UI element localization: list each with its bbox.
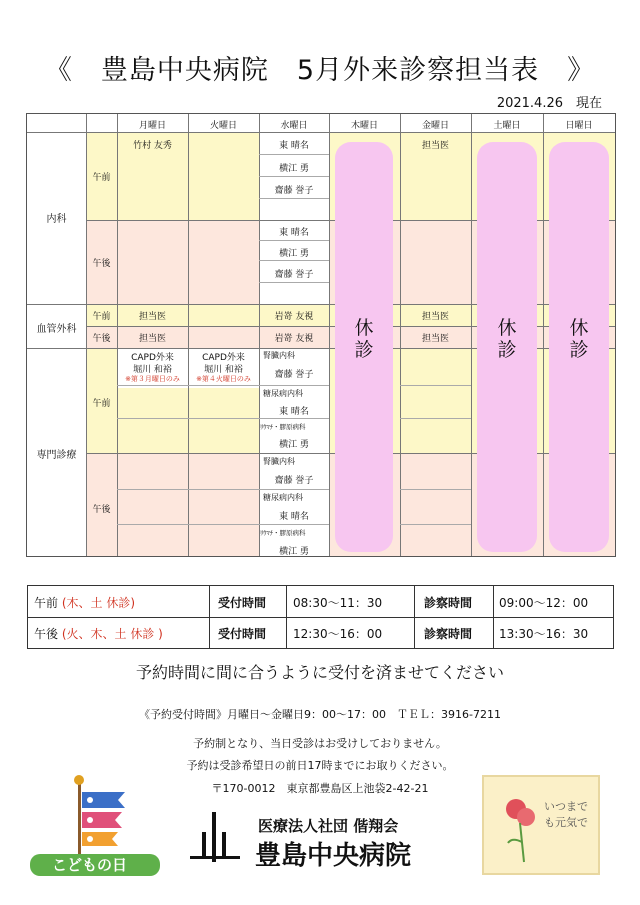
doctor-name: 堀川 和裕 [204, 365, 243, 375]
am-reception-time: 08:30～11：30 [293, 596, 383, 610]
doctor-name: 齋藤 誉子 [274, 186, 314, 196]
session-am: 午前 [92, 173, 111, 183]
hours-table [27, 585, 614, 649]
kodomo-illustration [30, 770, 165, 880]
doctor-name: 担当医 [421, 141, 449, 151]
kodomo-label: こどもの日 [52, 856, 128, 874]
doctor-name: 齋藤 誉子 [274, 270, 314, 280]
doctor-name: 担当医 [421, 334, 449, 344]
message-card [482, 775, 600, 875]
hours-pm-label: 午後 [34, 627, 59, 641]
doctor-name: 齋藤 誉子 [274, 476, 314, 486]
doctor-name: 横江 勇 [279, 164, 309, 174]
doctor-name: 東 晴名 [279, 407, 309, 417]
day-header-wed: 水曜日 [280, 121, 308, 131]
info-line: 予約制となり、当日受診はお受けしておりません。 [193, 737, 447, 750]
schedule-table [26, 113, 616, 557]
reception-label: 受付時間 [218, 627, 267, 641]
clinic-title: 腎臓内科 [263, 351, 295, 360]
reception-label: 受付時間 [218, 596, 267, 610]
closed-label: 休診 [354, 317, 374, 361]
hours-pm-note: (火、木、土 休診 ) [61, 627, 163, 641]
clinic-title: 糖尿病内科 [263, 389, 303, 398]
doctor-name: 竹村 友秀 [133, 141, 172, 151]
doctor-name: 担当医 [138, 312, 166, 322]
session-pm: 午後 [92, 505, 111, 515]
hours-am-note: (木、土 休診) [61, 596, 136, 610]
schedule-note: ※第４火曜日のみ [196, 375, 251, 383]
pm-exam-time: 13:30～16：30 [499, 627, 589, 641]
day-header-tue: 火曜日 [209, 121, 237, 131]
doctor-name: 東 晴名 [279, 512, 309, 522]
doctor-name: 齋藤 誉子 [274, 370, 314, 380]
closed-label: 休診 [497, 317, 517, 361]
clinic-title: CAPD外来 [131, 353, 174, 363]
as-of-date: 2021.4.26 現在 [496, 96, 602, 111]
clinic-title: ﾘｳﾏﾁ・膠原病科 [260, 423, 306, 431]
clinic-title: CAPD外来 [202, 353, 245, 363]
doctor-name: 横江 勇 [279, 547, 309, 557]
address: 〒170-0012 東京都豊島区上池袋2-42-21 [211, 782, 429, 795]
info-line: 予約は受診希望日の前日17時までにお取りください。 [186, 759, 454, 772]
closed-label: 休診 [569, 317, 589, 361]
doctor-name: 横江 勇 [279, 440, 309, 450]
doctor-name: 堀川 和裕 [133, 365, 172, 375]
org-name: 医療法人社団 偕翔会 [258, 817, 399, 835]
page-title: 《 豊島中央病院 5月外来診察担当表 》 [44, 55, 596, 86]
doctor-name: 担当医 [138, 334, 166, 344]
schedule-note: ※第３月曜日のみ [125, 375, 180, 383]
day-header-sun: 日曜日 [565, 121, 593, 131]
exam-label: 診察時間 [424, 596, 473, 610]
card-message: いつまでも元気で [544, 800, 588, 829]
notice-text: 予約時間に間に合うように受付を済ませてください [135, 663, 504, 682]
clinic-title: 糖尿病内科 [263, 493, 303, 502]
hospital-logo [190, 806, 240, 866]
dept-kekkan: 血管外科 [36, 324, 77, 335]
day-header-thu: 木曜日 [350, 121, 378, 131]
clinic-title: 腎臓内科 [263, 457, 295, 466]
session-am: 午前 [92, 399, 111, 409]
day-header-mon: 月曜日 [138, 121, 166, 131]
hours-am-label: 午前 [34, 596, 59, 610]
session-am: 午前 [92, 312, 111, 322]
day-header-fri: 金曜日 [421, 121, 449, 131]
doctor-name: 東 晴名 [279, 228, 309, 238]
doctor-name: 岩嵜 友視 [274, 312, 314, 322]
day-header-sat: 土曜日 [493, 121, 521, 131]
dept-senmon: 専門診療 [36, 450, 77, 461]
clinic-title: ﾘｳﾏﾁ・膠原病科 [260, 529, 306, 537]
doctor-name: 担当医 [421, 312, 449, 322]
session-pm: 午後 [92, 334, 111, 344]
pm-reception-time: 12:30～16：00 [293, 627, 383, 641]
doctor-name: 東 晴名 [279, 141, 309, 151]
reservation-hours: 《予約受付時間》月曜日～金曜日9：00～17：00 ＴＥＬ：3916-7211 [139, 708, 501, 721]
doctor-name: 岩嵜 友視 [274, 334, 314, 344]
exam-label: 診察時間 [424, 627, 473, 641]
session-pm: 午後 [92, 259, 111, 269]
hospital-name: 豊島中央病院 [255, 841, 412, 871]
doctor-name: 横江 勇 [279, 249, 309, 259]
am-exam-time: 09:00～12：00 [499, 596, 589, 610]
dept-naika: 内科 [46, 214, 67, 225]
